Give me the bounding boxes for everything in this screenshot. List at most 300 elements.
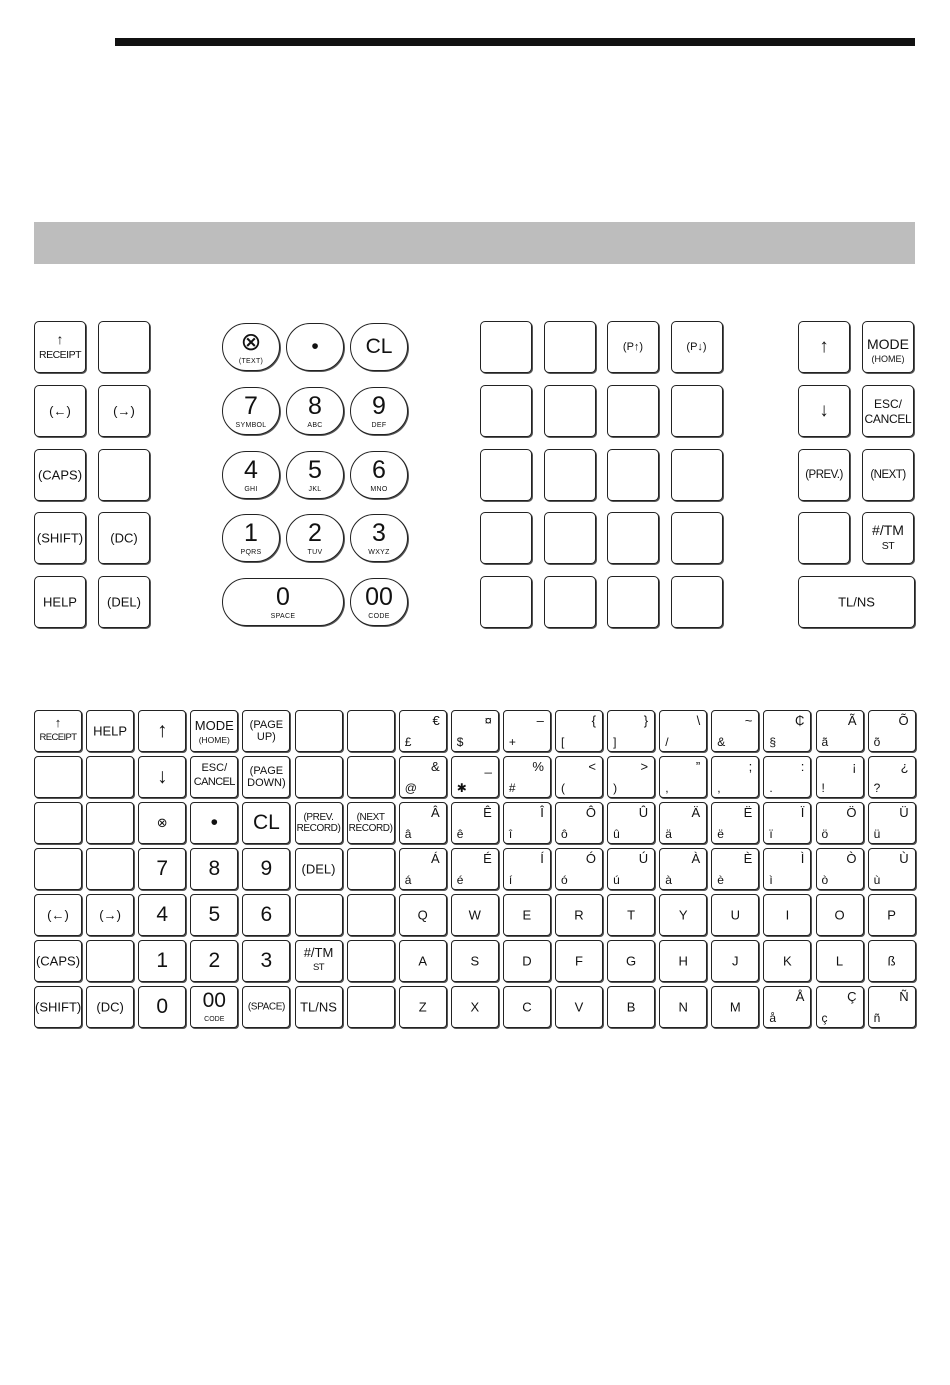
key-sublabel: CODE [368,613,390,620]
key-shift-char: Ö [846,805,857,820]
key-label-top: MODE [867,336,909,352]
keyboard-key[interactable] [347,802,395,844]
key-label: (→) [99,907,121,923]
key[interactable] [34,576,86,628]
keyboard-key[interactable] [138,756,186,798]
keyboard-key[interactable] [816,710,864,752]
keyboard-key[interactable] [190,756,238,798]
keyboard-key[interactable] [868,710,916,752]
keyboard-key[interactable] [399,802,447,844]
key-label: A [418,953,428,969]
keyboard-key[interactable] [763,894,811,936]
keyboard-key[interactable] [347,940,395,982]
keyboard-key[interactable] [555,986,603,1028]
blank-key[interactable] [607,576,659,628]
keyboard-key[interactable] [763,848,811,890]
keyboard-key[interactable] [816,986,864,1028]
key-char: ] [613,735,617,749]
keyboard-key[interactable] [659,802,707,844]
blank-key[interactable] [671,449,723,501]
keyboard-key[interactable] [503,848,551,890]
key-label: (→) [113,403,135,419]
keyboard-key[interactable] [138,894,186,936]
keyboard-key[interactable] [816,802,864,844]
key-label: P [887,907,896,923]
keyboard-key[interactable] [607,710,655,752]
key[interactable] [98,576,150,628]
key-digit: • [311,335,319,358]
function-key[interactable] [862,449,914,501]
key-sublabel: TUV [307,549,323,556]
key-label: (P↓) [686,341,707,353]
key-label: (←) [47,907,69,923]
keyboard-key[interactable] [607,940,655,982]
key-label: (NEXT) [870,469,906,481]
keyboard-key[interactable] [816,940,864,982]
key-label: Q [417,907,428,923]
keyboard-key[interactable] [711,848,759,890]
keyboard-key[interactable] [242,940,290,982]
key-label: 8 [208,857,221,880]
keyboard-key[interactable] [190,940,238,982]
keyboard-key[interactable] [295,848,343,890]
key-label: N [678,999,688,1015]
keyboard-key[interactable] [86,848,134,890]
keyboard-key[interactable] [190,802,238,844]
keyboard-key[interactable] [347,710,395,752]
function-key[interactable] [862,512,914,564]
keyboard-key[interactable] [711,802,759,844]
keyboard-key[interactable] [347,848,395,890]
function-key[interactable] [798,512,850,564]
keyboard-key[interactable] [868,940,916,982]
numeric-key[interactable] [222,514,280,562]
key-char: + [508,735,516,749]
key[interactable] [98,385,150,437]
key-shift-char: : [800,759,805,774]
key-label: X [470,999,480,1015]
keyboard-key[interactable] [659,756,707,798]
function-key[interactable] [798,576,915,628]
numeric-key[interactable] [350,387,408,435]
blank-key[interactable] [671,512,723,564]
key-char: ( [561,781,565,795]
key-shift-char: { [591,713,596,728]
keyboard-key[interactable] [190,986,238,1028]
key-sublabel: SPACE [270,613,296,620]
keyboard-key[interactable] [295,756,343,798]
numeric-key[interactable] [222,451,280,499]
function-key[interactable] [862,321,914,373]
key-shift-char: ₵ [795,713,805,728]
key-char: ë [717,827,724,841]
blank-key[interactable] [480,321,532,373]
key-shift-char: Ú [638,851,649,866]
key-digit: 5 [308,456,322,484]
keyboard-key[interactable] [711,756,759,798]
key-label: (DEL) [301,861,336,877]
keyboard-key[interactable] [347,756,395,798]
blank-key[interactable] [544,449,596,501]
keyboard-key[interactable] [138,710,186,752]
key-label: F [575,953,583,969]
key-shift-char: Ñ [899,989,909,1004]
key-shift-char: Ê [483,805,492,820]
numeric-key[interactable] [350,578,408,626]
key-label: (CAPS) [35,953,81,969]
key-label: 5 [208,903,221,926]
key-label: 4 [156,903,169,926]
keyboard-key[interactable] [607,756,655,798]
key-char: ó [561,873,568,887]
key-char: ä [665,827,672,841]
key[interactable] [98,321,150,373]
blank-key[interactable] [607,449,659,501]
key[interactable] [34,385,86,437]
keyboard-key[interactable] [399,756,447,798]
keyboard-key[interactable] [503,940,551,982]
key-label: CL [252,811,280,834]
blank-key[interactable] [607,385,659,437]
key-label: W [468,907,481,923]
keyboard-key[interactable] [451,894,499,936]
keyboard-key[interactable] [451,986,499,1028]
keyboard-key[interactable] [763,710,811,752]
key-label: (CAPS) [37,467,83,483]
keyboard-key[interactable] [451,848,499,890]
key-sublabel: PQRS [240,549,262,556]
keyboard-key[interactable] [138,940,186,982]
key-char: î [508,827,513,841]
blank-key[interactable] [480,449,532,501]
numeric-key[interactable] [222,578,344,626]
key-label: B [626,999,636,1015]
keyboard-key[interactable] [86,710,134,752]
keyboard-key[interactable] [763,986,811,1028]
keyboard-key[interactable] [86,756,134,798]
keyboard-key[interactable] [138,802,186,844]
key-label: (PREV.) [805,469,843,481]
keyboard-key[interactable] [555,848,603,890]
key-shift-char: Â [431,805,440,820]
keyboard-key[interactable] [816,848,864,890]
key-label: I [785,907,790,923]
keyboard-key[interactable] [816,894,864,936]
key-char: ö [821,827,829,841]
keyboard-key[interactable] [659,848,707,890]
keyboard-key[interactable] [347,986,395,1028]
keyboard-key[interactable] [503,756,551,798]
key-shift-char: % [532,759,544,774]
keyboard-key[interactable] [34,756,82,798]
key-digit: 9 [372,392,386,420]
blank-key[interactable] [671,576,723,628]
numeric-key[interactable] [286,451,344,499]
keyboard-key[interactable] [607,986,655,1028]
keyboard-key[interactable] [868,756,916,798]
keyboard-key[interactable] [138,848,186,890]
keyboard-key[interactable] [555,940,603,982]
key-label: (SHIFT) [35,999,82,1015]
keyboard-key[interactable] [711,710,759,752]
numeric-key[interactable] [286,323,344,371]
key-sublabel: (TEXT) [238,358,264,365]
keyboard-key[interactable] [86,986,134,1028]
key-char: & [717,735,726,749]
key-label: (SHIFT) [36,530,84,546]
key-label-bottom: RECEIPT [39,732,77,743]
numeric-key[interactable] [350,451,408,499]
key-char: [ [561,735,565,749]
blank-key[interactable] [544,576,596,628]
key-sublabel: CODE [204,1016,225,1023]
key-label: 7 [156,857,169,880]
keyboard-key[interactable] [503,802,551,844]
keyboard-key[interactable] [451,802,499,844]
key-label-bottom: (HOME) [871,354,905,364]
keyboard-key[interactable] [607,894,655,936]
keyboard-key[interactable] [86,894,134,936]
keyboard-key[interactable] [190,848,238,890]
key-char: ü [873,827,881,841]
keyboard-key[interactable] [763,940,811,982]
keyboard-key[interactable] [868,848,916,890]
keyboard-key[interactable] [659,940,707,982]
key-label: 9 [260,857,273,880]
key-label: E [522,907,532,923]
key-label: T [627,907,636,923]
key-label: Z [418,999,427,1015]
key-label: TL/NS [300,999,337,1015]
key-char: å [769,1011,777,1025]
keyboard-key[interactable] [711,986,759,1028]
key-shift-char: Õ [898,713,909,728]
numeric-key[interactable] [286,387,344,435]
keyboard-key[interactable] [607,802,655,844]
keyboard-key[interactable] [86,802,134,844]
key-shift-char: _ [484,759,492,774]
keyboard-key[interactable] [242,894,290,936]
key-label: (←) [49,403,71,419]
key-char: ê [456,827,464,841]
keyboard-key[interactable] [503,710,551,752]
key-label: (SPACE) [247,1001,285,1013]
key-label-bottom: CANCEL [193,776,235,788]
key-label: 0 [156,995,169,1018]
keyboard-key[interactable] [295,986,343,1028]
key-label: (PAGE DOWN) [247,765,286,789]
key-shift-char: < [588,759,596,774]
key-char: â [404,827,412,841]
keyboard-key[interactable] [86,940,134,982]
blank-key[interactable] [607,321,659,373]
keyboard-key[interactable] [34,710,82,752]
keyboard-key[interactable] [399,710,447,752]
key-char: ù [873,873,881,887]
key-shift-char: Ì [800,851,805,866]
key-char: ú [613,873,620,887]
key-label: 3 [260,949,273,972]
key-sublabel: JKL [308,486,322,493]
key-digit: 00 [365,583,393,611]
key-sublabel: MNO [370,486,388,493]
blank-key[interactable] [480,385,532,437]
keyboard-key[interactable] [555,802,603,844]
keyboard-key[interactable] [763,802,811,844]
key-char: ç [821,1011,828,1025]
keyboard-key[interactable] [34,802,82,844]
key-label: C [522,999,532,1015]
key-char: # [508,781,516,795]
key-digit: 7 [244,392,258,420]
key-shift-char: Ò [846,851,857,866]
keyboard-key[interactable] [399,986,447,1028]
key-char: $ [456,735,464,749]
key-char: õ [873,735,881,749]
key-shift-char: Ù [899,851,909,866]
keyboard-key[interactable] [451,710,499,752]
keyboard-key[interactable] [295,710,343,752]
key-label: ↓ [819,400,829,421]
keyboard-key[interactable] [659,894,707,936]
keyboard-key[interactable] [242,756,290,798]
keyboard-key[interactable] [503,986,551,1028]
function-key[interactable] [862,385,914,437]
keyboard-key[interactable] [34,940,82,982]
key-shift-char: Å [795,989,805,1004]
numeric-key[interactable] [222,323,280,371]
keyboard-key[interactable] [242,986,290,1028]
keyboard-key[interactable] [711,894,759,936]
key-shift-char: ” [695,759,701,774]
blank-key[interactable] [607,512,659,564]
keyboard-key[interactable] [763,756,811,798]
keyboard-key[interactable] [190,894,238,936]
keyboard-key[interactable] [555,894,603,936]
keyboard-key[interactable] [607,848,655,890]
keyboard-key[interactable] [868,986,916,1028]
key-char: . [769,781,773,795]
key-digit: ⊗ [240,328,262,356]
function-key[interactable] [798,449,850,501]
key-char: / [665,735,669,749]
keyboard-key[interactable] [451,756,499,798]
keyboard-key[interactable] [659,710,707,752]
key-label: ⊗ [156,815,168,830]
key-char: à [665,873,672,887]
blank-key[interactable] [544,385,596,437]
key-label: (DC) [110,530,138,546]
keyboard-key[interactable] [399,848,447,890]
key-label: U [730,907,740,923]
keyboard-key[interactable] [242,802,290,844]
key-shift-char: Û [638,805,649,820]
key-label: ß [887,953,896,969]
key-shift-char: Ä [691,805,701,820]
numeric-key[interactable] [350,323,408,371]
key-digit: 6 [372,456,386,484]
keyboard-key[interactable] [711,940,759,982]
keyboard-key[interactable] [295,894,343,936]
blank-key[interactable] [544,512,596,564]
key-shift-char: Ë [743,805,753,820]
key-sublabel: ABC [307,422,323,429]
keyboard-key[interactable] [399,940,447,982]
key-shift-char: ¤ [484,713,492,728]
keyboard-key[interactable] [555,710,603,752]
numeric-key[interactable] [350,514,408,562]
key[interactable] [34,449,86,501]
key-label: ↑ [819,336,829,357]
keyboard-key[interactable] [190,710,238,752]
key-shift-char: € [432,713,440,728]
key-sublabel: GHI [244,486,258,493]
key[interactable] [98,512,150,564]
key-label-top: ↑ [54,715,62,730]
keyboard-key[interactable] [816,756,864,798]
keyboard-key[interactable] [555,756,603,798]
blank-key[interactable] [671,321,723,373]
key-label: (DC) [96,999,124,1015]
keyboard-key[interactable] [503,894,551,936]
key-label-bottom: ST [313,962,324,973]
key-digit: 3 [372,519,386,547]
keyboard-key[interactable] [868,802,916,844]
key-char: è [717,873,724,887]
key-label: TL/NS [838,594,875,610]
blank-key[interactable] [544,321,596,373]
key-label-top: ESC/ [201,762,228,774]
key[interactable] [34,512,86,564]
keyboard-key[interactable] [138,986,186,1028]
blank-key[interactable] [480,576,532,628]
keyboard-key[interactable] [295,940,343,982]
key-shift-char: ; [748,759,753,774]
keyboard-key[interactable] [34,848,82,890]
keyboard-key[interactable] [659,986,707,1028]
function-key[interactable] [798,385,850,437]
key-shift-char: É [483,851,492,866]
blank-key[interactable] [671,385,723,437]
key-label: Y [678,907,688,923]
keyboard-key[interactable] [34,986,82,1028]
keyboard-key[interactable] [347,894,395,936]
key-char: ✱ [456,781,467,795]
keyboard-key[interactable] [242,848,290,890]
keyboard-key[interactable] [242,710,290,752]
keyboard-key[interactable] [868,894,916,936]
numeric-key[interactable] [222,387,280,435]
key-char: ! [821,781,825,795]
key[interactable] [98,449,150,501]
key-char: ì [769,873,773,887]
key-label: 6 [260,903,273,926]
keyboard-key[interactable] [399,894,447,936]
function-key[interactable] [798,321,850,373]
key-char: § [769,735,777,749]
keyboard-key[interactable] [295,802,343,844]
numeric-key[interactable] [286,514,344,562]
section-band [34,222,915,264]
key-shift-char: Ó [585,851,596,866]
blank-key[interactable] [480,512,532,564]
key-sublabel: SYMBOL [235,422,267,429]
key-sublabel: WXYZ [368,549,390,556]
keyboard-key[interactable] [34,894,82,936]
key[interactable] [34,321,86,373]
keyboard-key[interactable] [451,940,499,982]
key-label: 1 [156,949,169,972]
